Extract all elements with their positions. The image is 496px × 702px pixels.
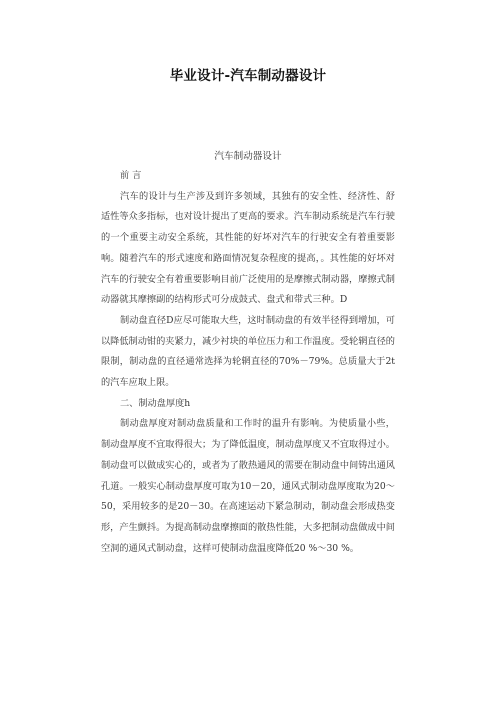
paragraph-disc-diameter: 制动盘直径D应尽可能取大些，这时制动盘的有效半径得到增加，可以降低制动钳的夹紧力，减少衬块的单位压力和工作温度。受轮辋直径的限制，制动盘的直径通常选择为轮辋直径的70%－79%。总质量大于2t的汽车应取上限。	[101, 314, 395, 389]
paragraph-disc-thickness: 制动盘厚度对制动盘质量和工作时的温升有影响。为使质量小些，制动盘厚度不宜取得很大；为了降低温度，制动盘厚度又不宜取得过小。制动盘可以做成实心的，或者为了散热通风的需要在制动盘中间铸出通风孔道。一般实心制动盘厚度可取为10－20，通风式制动盘厚度取为20～50，采用较多的是20－30。在高速运动下紧急制动，制动盘会形成热变形，产生颤抖。为提高制动盘摩擦面的散热性能，大多把制动盘做成中间空洞的通风式制动盘，这样可使制动盘温度降低20 %～30 %。	[101, 418, 395, 554]
paragraph-intro: 汽车的设计与生产涉及到许多领域，其独有的安全性、经济性、舒适性等众多指标，也对设计提出了更高的要求。汽车制动系统是汽车行驶的一个重要主动安全系统，其性能的好坏对汽车的行驶安全有着重要影响。随着汽车的形式速度和路面情况复杂程度的提高，。其性能的好坏对汽车的行驶安全有着重要影响目前广泛使用的是摩擦式制动器，摩擦式制动器就其摩擦副的结构形式可分成鼓式、盘式和带式三种。D	[101, 190, 395, 306]
document-subtitle: 汽车制动器设计	[214, 151, 282, 162]
document-title: 毕业设计-汽车制动器设计	[169, 68, 327, 84]
section-heading-disc-thickness: 二、制动盘厚度h	[120, 397, 191, 409]
document-body	[101, 166, 395, 559]
section-heading-preface: 前 言	[120, 170, 142, 181]
